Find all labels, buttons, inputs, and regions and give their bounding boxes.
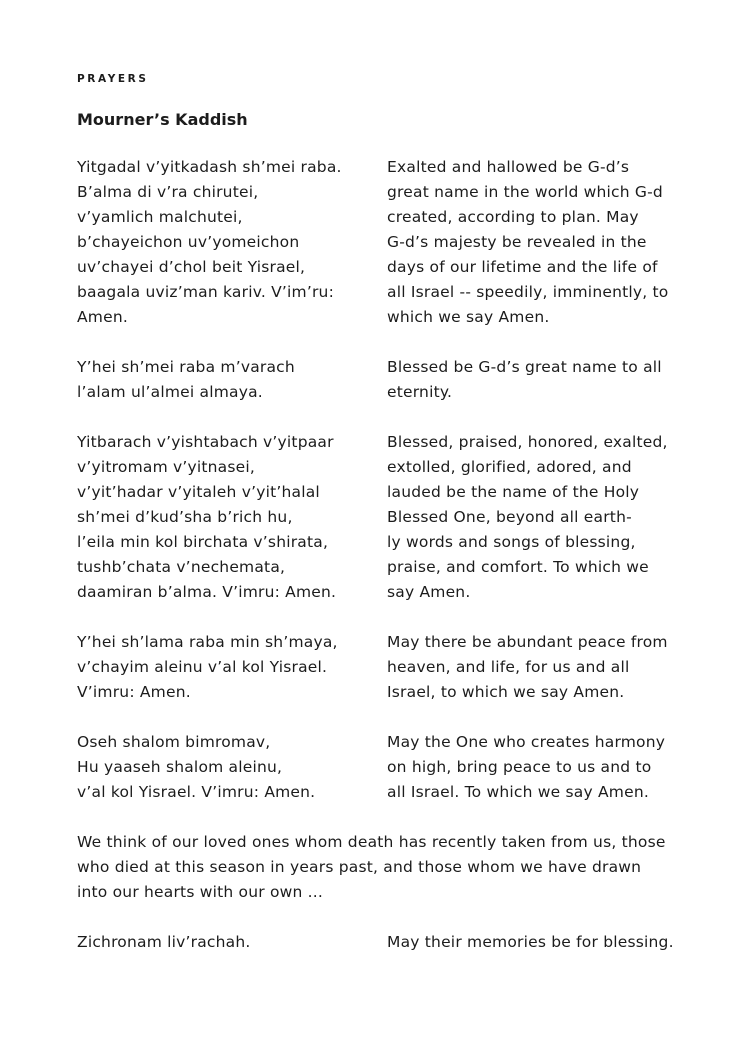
translation-line: Blessed be G-d’s great name to all: [387, 358, 662, 376]
closing-line: [77, 930, 697, 955]
page-title: Mourner’s Kaddish: [77, 110, 248, 129]
transliteration-line: Yitgadal v’yitkadash sh’mei raba.: [77, 158, 342, 176]
transliteration-line: l’alam ul’almei almaya.: [77, 383, 263, 401]
transliteration-line: Y’hei sh’mei raba m’varach: [77, 358, 295, 376]
translation-column: [387, 155, 687, 330]
transliteration-line: tushb’chata v’nechemata,: [77, 558, 286, 576]
translation-line: which we say Amen.: [387, 308, 550, 326]
stanza-4: [77, 630, 697, 705]
translation-line: lauded be the name of the Holy: [387, 483, 640, 501]
translation-line: heaven, and life, for us and all: [387, 658, 630, 676]
translation-line: all Israel. To which we say Amen.: [387, 783, 649, 801]
transliteration-line: daamiran b’alma. V’imru: Amen.: [77, 583, 337, 601]
translation-line: ly words and songs of blessing,: [387, 533, 636, 551]
translation-line: on high, bring peace to us and to: [387, 758, 652, 776]
stanza-5: [77, 730, 697, 805]
translation-line: praise, and comfort. To which we: [387, 558, 649, 576]
translation-line: Blessed One, beyond all earth-: [387, 508, 632, 526]
transliteration-column: [77, 630, 387, 705]
translation-line: say Amen.: [387, 583, 471, 601]
translation-line: Exalted and hallowed be G-d’s: [387, 158, 630, 176]
translation-column: [387, 430, 687, 605]
translation-line: May there be abundant peace from: [387, 633, 668, 651]
translation-line: Blessed, praised, honored, exalted,: [387, 433, 668, 451]
translation-line: great name in the world which G-d: [387, 183, 663, 201]
reflection-line: who died at this season in years past, and those whom we have drawn: [77, 858, 642, 876]
translation-column: [387, 630, 687, 705]
translation-column: [387, 730, 687, 805]
transliteration-line: Amen.: [77, 308, 128, 326]
stanza-1: [77, 155, 697, 330]
section-label: PRAYERS: [77, 73, 149, 85]
transliteration-column: [77, 155, 387, 330]
stanza-3: [77, 430, 697, 605]
transliteration-line: v’yamlich malchutei,: [77, 208, 243, 226]
transliteration-column: [77, 730, 387, 805]
translation-line: created, according to plan. May: [387, 208, 639, 226]
reflection-line: into our hearts with our own ...: [77, 883, 324, 901]
transliteration-line: l’eila min kol birchata v’shirata,: [77, 533, 329, 551]
closing-transliteration-column: [77, 930, 387, 955]
stanza-2: [77, 355, 697, 405]
translation-line: eternity.: [387, 383, 453, 401]
translation-line: G-d’s majesty be revealed in the: [387, 233, 647, 251]
prayer-page: [77, 72, 697, 955]
transliteration-line: Yitbarach v’yishtabach v’yitpaar: [77, 433, 334, 451]
transliteration-line: Y’hei sh’lama raba min sh’maya,: [77, 633, 338, 651]
transliteration-line: sh’mei d’kud’sha b’rich hu,: [77, 508, 293, 526]
transliteration-column: [77, 430, 387, 605]
transliteration-column: [77, 355, 387, 405]
transliteration-line: v’yitromam v’yitnasei,: [77, 458, 256, 476]
transliteration-line: Hu yaaseh shalom aleinu,: [77, 758, 283, 776]
closing-translation-column: [387, 930, 687, 955]
kaddish-stanzas: [77, 155, 697, 805]
translation-line: May the One who creates harmony: [387, 733, 666, 751]
transliteration-line: v’al kol Yisrael. V’imru: Amen.: [77, 783, 316, 801]
reflection-line: We think of our loved ones whom death has recently taken from us, those: [77, 833, 666, 851]
translation-line: Israel, to which we say Amen.: [387, 683, 625, 701]
transliteration-line: Oseh shalom bimromav,: [77, 733, 271, 751]
translation-line: extolled, glorified, adored, and: [387, 458, 632, 476]
transliteration-line: v’chayim aleinu v’al kol Yisrael.: [77, 658, 328, 676]
closing-transliteration: Zichronam liv’rachah.: [77, 933, 251, 951]
transliteration-line: V’imru: Amen.: [77, 683, 191, 701]
transliteration-line: v’yit’hadar v’yitaleh v’yit’halal: [77, 483, 320, 501]
translation-line: all Israel -- speedily, imminently, to: [387, 283, 669, 301]
translation-column: [387, 355, 687, 405]
transliteration-line: uv’chayei d’chol beit Yisrael,: [77, 258, 306, 276]
transliteration-line: baagala uviz’man kariv. V’im’ru:: [77, 283, 335, 301]
transliteration-line: b’chayeichon uv’yomeichon: [77, 233, 300, 251]
translation-line: days of our lifetime and the life of: [387, 258, 658, 276]
closing-translation: May their memories be for blessing.: [387, 933, 674, 951]
reflection-paragraph: [77, 830, 697, 905]
transliteration-line: B’alma di v’ra chirutei,: [77, 183, 259, 201]
